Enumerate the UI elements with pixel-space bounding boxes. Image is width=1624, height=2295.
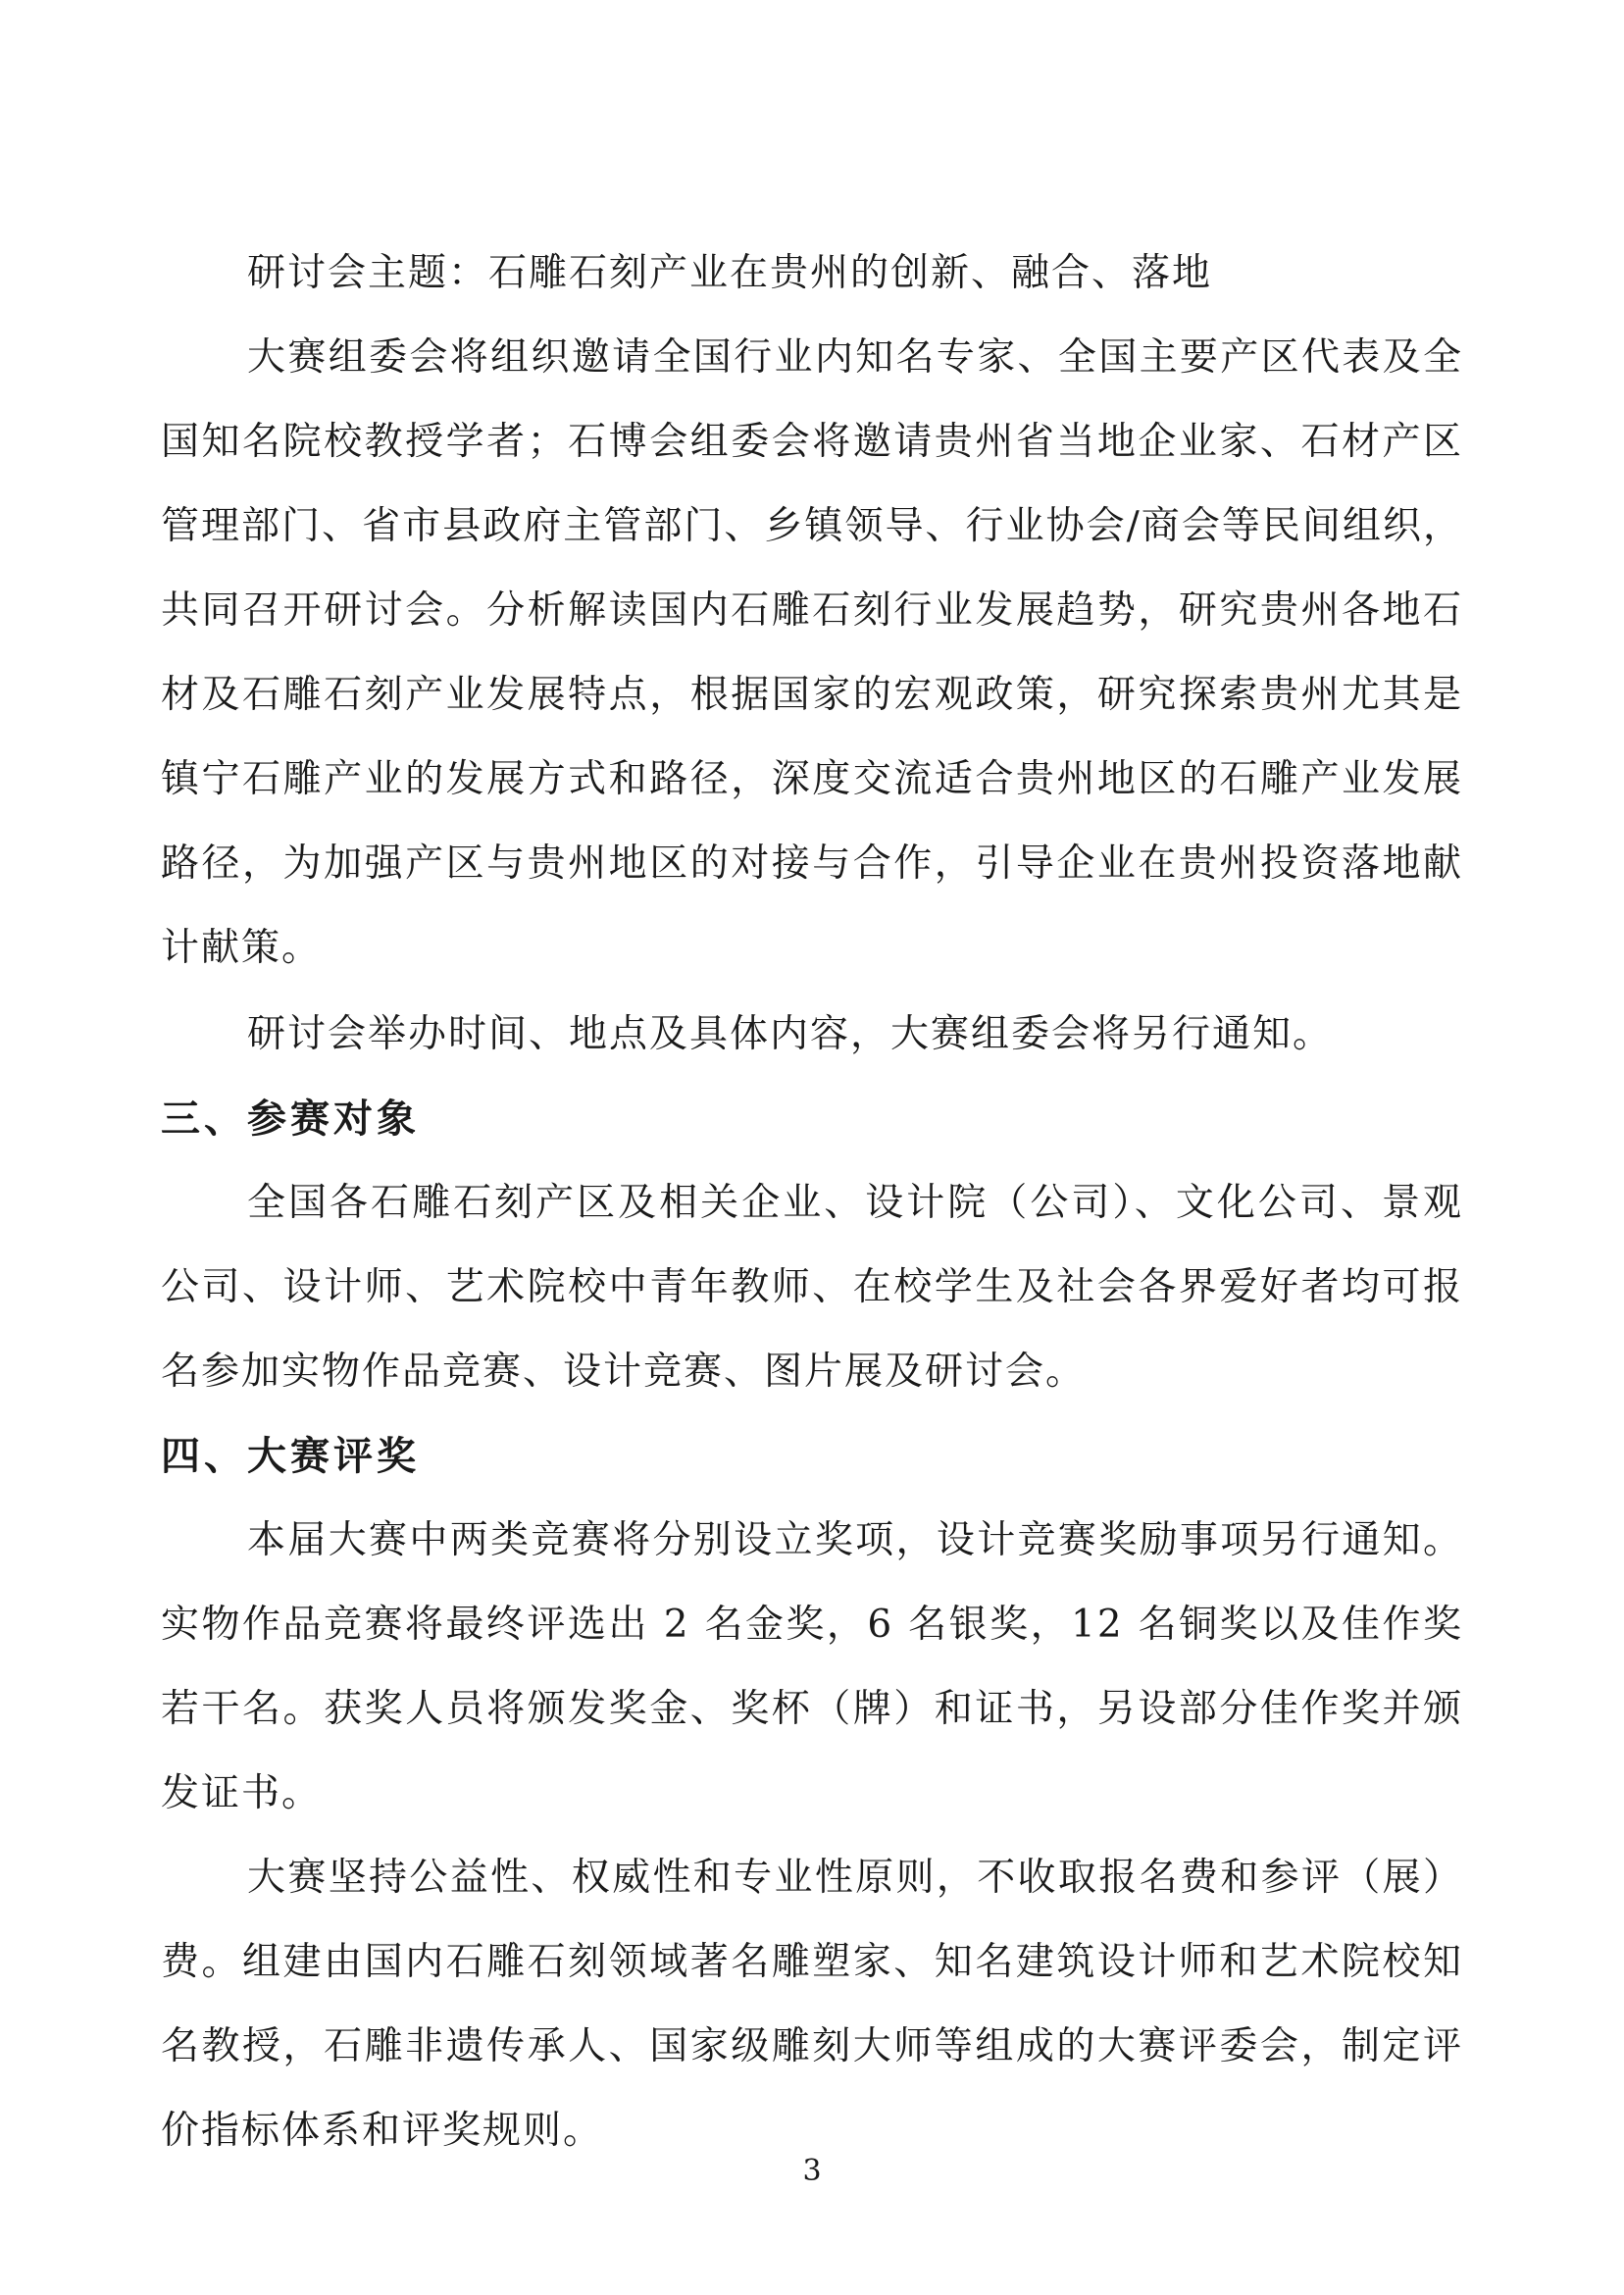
- seminar-theme-paragraph: 研讨会主题：石雕石刻产业在贵州的创新、融合、落地: [247, 251, 1213, 295]
- section-heading-awards: 四、大赛评奖: [161, 1434, 420, 1479]
- seminar-description-paragraph: 大赛组委会将组织邀请全国行业内知名专家、全国主要产区代表及全国知名院校教授学者；石博会组委会将邀请贵州省当地企业家、石材产区管理部门、省市县政府主管部门、乡镇领导、行业协会/商会等民间组织，共同召开研讨会。分析解读国内石雕石刻行业发展趋势，研究贵州各地石材及石雕石刻产业发展特点，根据国家的宏观政策，研究探索贵州尤其是镇宁石雕产业的发展方式和路径，深度交流适合贵州地区的石雕产业发展路径，为加强产区与贵州地区的对接与合作，引导企业在贵州投资落地献计献策。: [161, 335, 1463, 970]
- section-heading-participants: 三、参赛对象: [161, 1096, 420, 1142]
- page-number: 3: [802, 2154, 822, 2188]
- seminar-notice-paragraph: 研讨会举办时间、地点及具体内容，大赛组委会将另行通知。: [247, 1012, 1334, 1056]
- awards-paragraph: 本届大赛中两类竞赛将分别设立奖项，设计竞赛奖励事项另行通知。实物作品竞赛将最终评选出 2 名金奖，6 名银奖，12 名铜奖以及佳作奖若干名。获奖人员将颁发奖金、奖杯（牌）和证书，另设部分佳作奖并颁发证书。: [161, 1518, 1463, 1815]
- participants-paragraph: 全国各石雕石刻产区及相关企业、设计院（公司）、文化公司、景观公司、设计师、艺术院校中青年教师、在校学生及社会各界爱好者均可报名参加实物作品竞赛、设计竞赛、图片展及研讨会。: [161, 1181, 1463, 1394]
- principles-paragraph: 大赛坚持公益性、权威性和专业性原则，不收取报名费和参评（展）费。组建由国内石雕石刻领域著名雕塑家、知名建筑设计师和艺术院校知名教授，石雕非遗传承人、国家级雕刻大师等组成的大赛评委会，制定评价指标体系和评奖规则。: [161, 1856, 1463, 2153]
